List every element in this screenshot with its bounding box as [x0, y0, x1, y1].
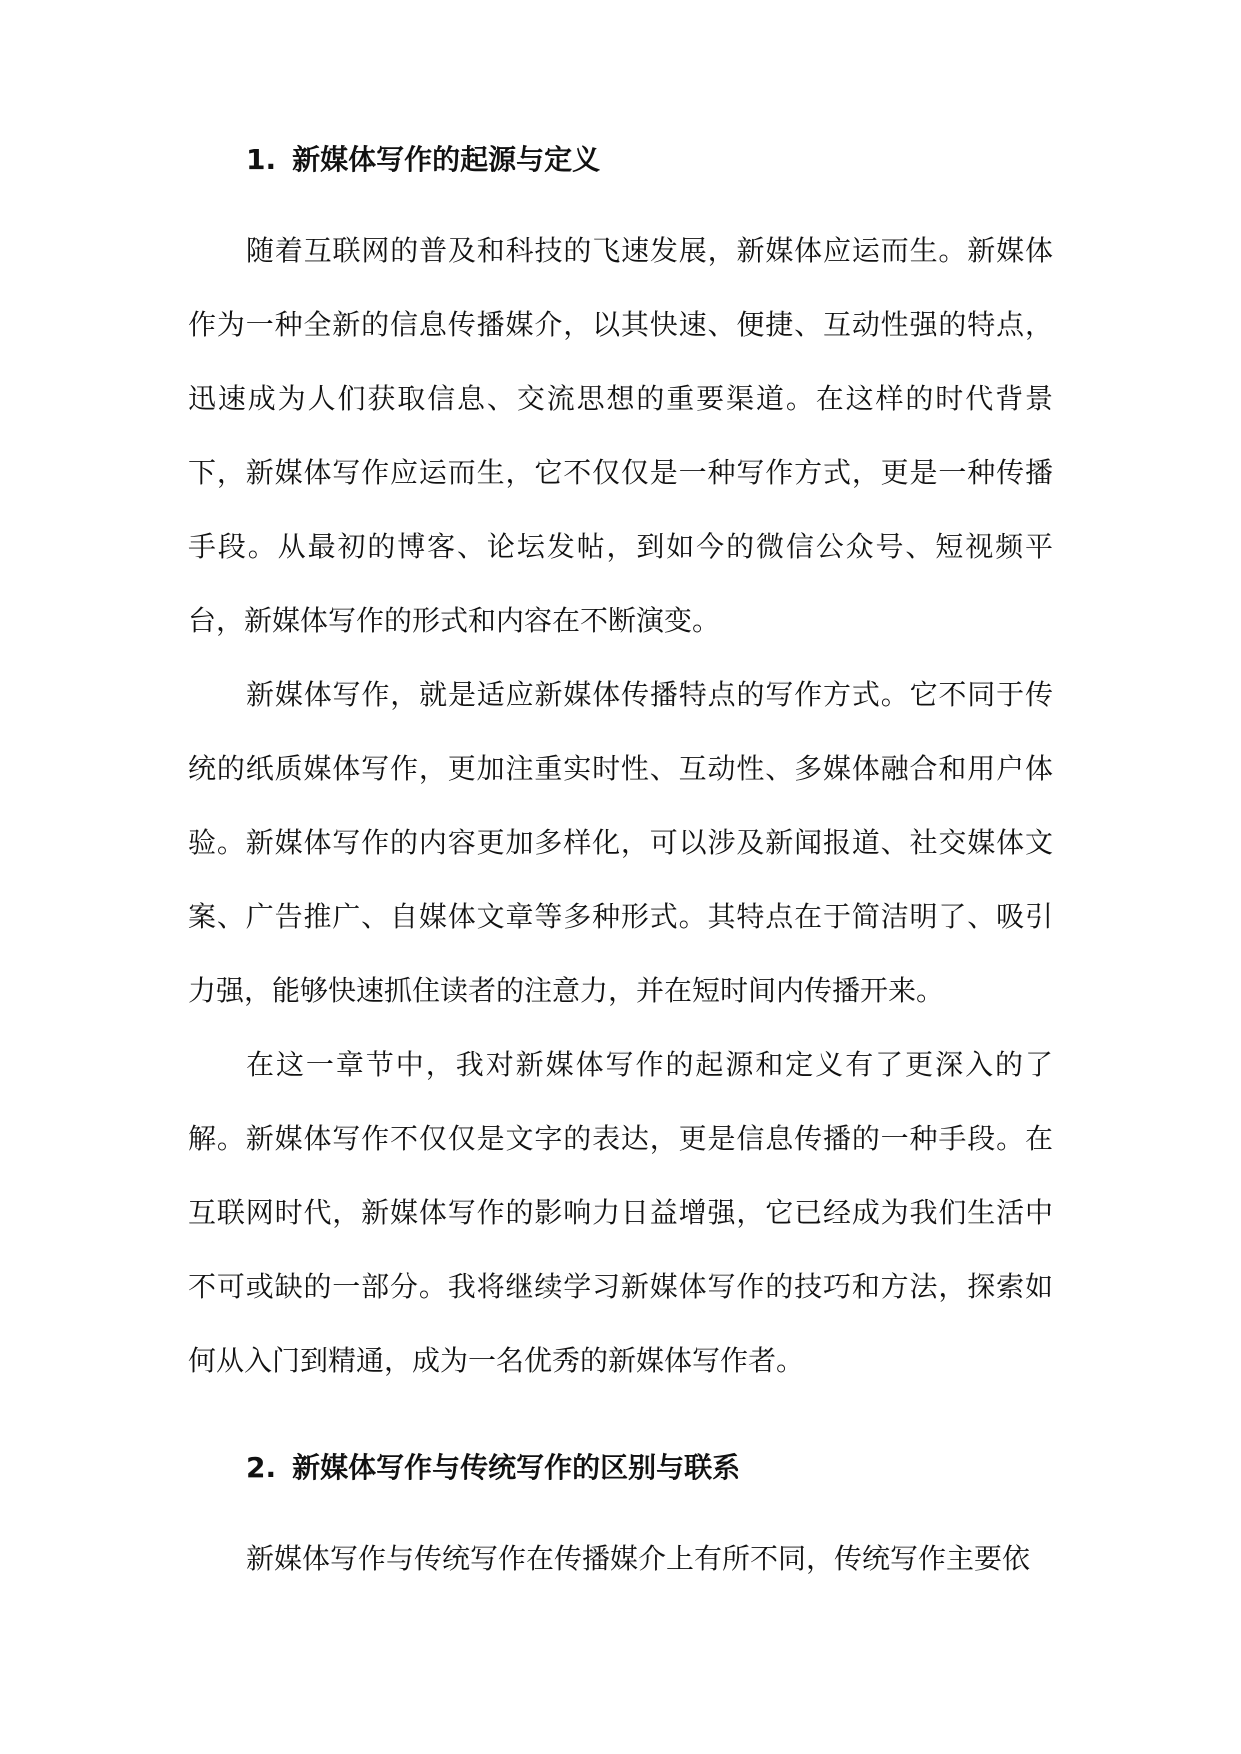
section-number: 2.	[246, 1451, 277, 1484]
paragraph: 在这一章节中，我对新媒体写作的起源和定义有了更深入的了解。新媒体写作不仅仅是文字的表达，更是信息传播的一种手段。在互联网时代，新媒体写作的影响力日益增强，它已经成为我们生活中不可或缺的一部分。我将继续学习新媒体写作的技巧和方法，探索如何从入门到精通，成为一名优秀的新媒体写作者。	[188, 1048, 1053, 1377]
section-title: 新媒体写作的起源与定义	[292, 143, 601, 176]
section-number: 1.	[246, 143, 277, 176]
paragraph: 新媒体写作，就是适应新媒体传播特点的写作方式。它不同于传统的纸质媒体写作，更加注重实时性、互动性、多媒体融合和用户体验。新媒体写作的内容更加多样化，可以涉及新闻报道、社交媒体文案、广告推广、自媒体文章等多种形式。其特点在于简洁明了、吸引力强，能够快速抓住读者的注意力，并在短时间内传播开来。	[188, 678, 1053, 1007]
document-page	[188, 140, 1053, 1596]
section-heading-2	[246, 1448, 1053, 1488]
section-heading-1	[246, 140, 1053, 180]
paragraph: 新媒体写作与传统写作在传播媒介上有所不同，传统写作主要依	[246, 1542, 1031, 1575]
paragraph: 随着互联网的普及和科技的飞速发展，新媒体应运而生。新媒体作为一种全新的信息传播媒介，以其快速、便捷、互动性强的特点，迅速成为人们获取信息、交流思想的重要渠道。在这样的时代背景下，新媒体写作应运而生，它不仅仅是一种写作方式，更是一种传播手段。从最初的博客、论坛发帖，到如今的微信公众号、短视频平台，新媒体写作的形式和内容在不断演变。	[188, 234, 1053, 637]
section-title: 新媒体写作与传统写作的区别与联系	[292, 1451, 741, 1484]
